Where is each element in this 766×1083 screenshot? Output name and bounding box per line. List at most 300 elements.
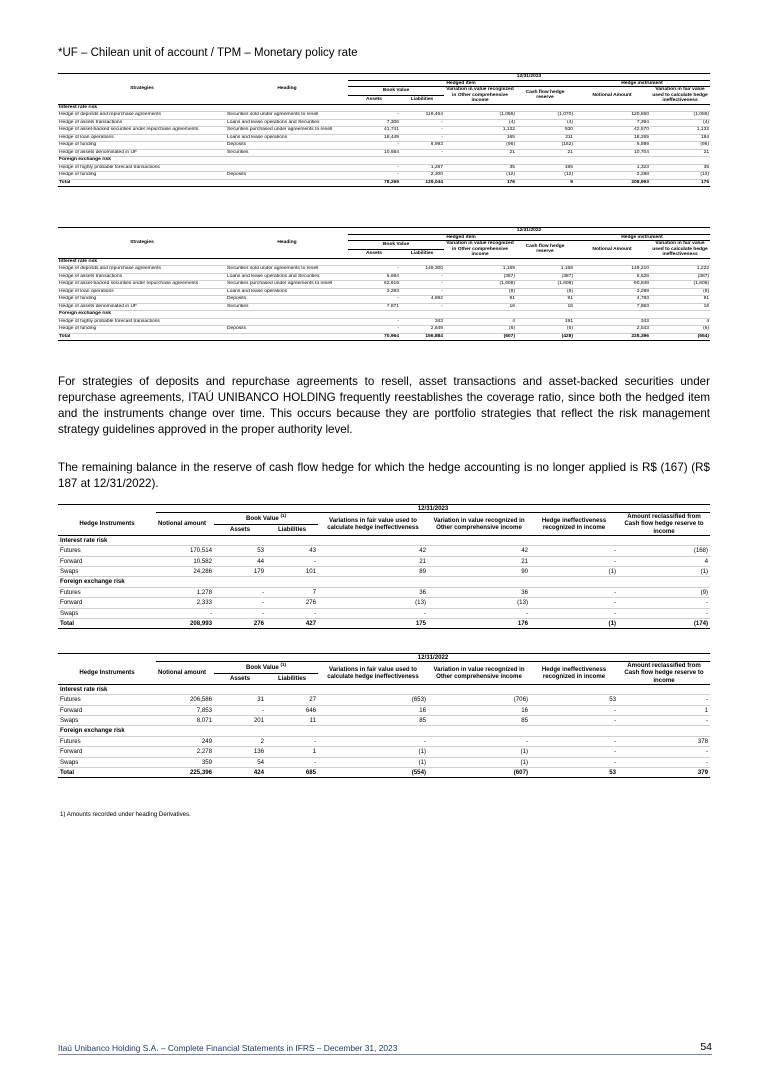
assets-cell: 424 [214, 768, 266, 778]
liabilities-cell: 149,300 [400, 266, 444, 274]
fv-cell: 16 [318, 705, 428, 715]
oci-cell: 85 [428, 716, 530, 726]
reserve-cell: 195 [516, 164, 574, 172]
liabilities-cell: 1 [266, 747, 318, 757]
reserve-cell: (387) [516, 273, 574, 281]
table-row [58, 567, 710, 577]
variation-cell: 35 [444, 164, 516, 172]
variation-cell: 4 [444, 318, 516, 326]
fv-cell: (8) [650, 288, 710, 296]
liabilities-cell: 427 [266, 619, 318, 629]
fv-cell: 1,222 [650, 266, 710, 274]
table-row [58, 757, 710, 767]
table-row [58, 172, 710, 180]
notional-cell: 1,278 [156, 587, 214, 597]
table-date: 12/31/2022 [156, 654, 710, 662]
col-variation-fv: Variation in fair value used to calculate hedge ineffectiveness [650, 241, 710, 259]
reserve-cell: 21 [516, 149, 574, 157]
table-row [58, 303, 710, 311]
oci-cell: 176 [428, 619, 530, 629]
col-liabilities: Liabilities [266, 524, 318, 535]
table-row [58, 716, 710, 726]
table-row [58, 164, 710, 172]
reclassified-cell: (168) [618, 546, 710, 556]
notional-cell: 10,582 [156, 556, 214, 566]
variation-cell: (1,608) [444, 281, 516, 289]
col-hedged-item: Hedged item [348, 80, 574, 87]
col-book-value: Book Value [348, 241, 444, 250]
variation-cell: (8) [444, 288, 516, 296]
instrument-cell: Forward [58, 598, 156, 608]
assets-cell: 18,449 [348, 134, 400, 142]
assets-cell: - [214, 598, 266, 608]
notional-cell: 60,848 [574, 281, 650, 289]
col-variations-fv: Variations in fair value used to calculate hedge ineffectiveness [318, 662, 428, 685]
group-title: Interest rate risk [58, 535, 710, 545]
fv-cell: (1,608) [650, 281, 710, 289]
reclassified-cell: 378 [618, 736, 710, 746]
reserve-cell: 191 [516, 318, 574, 326]
liabilities-cell: 156,884 [400, 333, 444, 341]
table-row [58, 747, 710, 757]
heading-cell: Loans and lease operations and Securities [226, 273, 348, 281]
reserve-cell: 9 [516, 179, 574, 187]
assets-cell: 70,964 [348, 333, 400, 341]
strategy-cell: Hedge of highly probable forecast transactions [58, 164, 226, 172]
instrument-cell: Futures [58, 587, 156, 597]
variation-cell: 16 [444, 303, 516, 311]
variation-cell: (387) [444, 273, 516, 281]
instrument-cell: Futures [58, 695, 156, 705]
notional-cell: 8,071 [156, 716, 214, 726]
col-assets: Assets [214, 524, 266, 535]
notional-cell: - [156, 608, 214, 618]
col-liabilities: Liabilities [266, 673, 318, 684]
notional-cell: 18,265 [574, 134, 650, 142]
assets-cell: 3,283 [348, 288, 400, 296]
oci-cell: - [428, 608, 530, 618]
ineffectiveness-cell: - [530, 546, 618, 556]
col-assets: Assets [348, 95, 400, 104]
col-book-value: Book Value [348, 87, 444, 96]
col-reclassified: Amount reclassified from Cash flow hedge reserve to income [618, 662, 710, 685]
notional-cell: 206,586 [156, 695, 214, 705]
notional-cell: 249 [156, 736, 214, 746]
fv-cell: (12) [650, 172, 710, 180]
col-notional-amount: Notional amount [156, 513, 214, 536]
reclassified-cell: - [618, 608, 710, 618]
liabilities-cell: - [266, 757, 318, 767]
oci-cell: (607) [428, 768, 530, 778]
notional-cell: 2,288 [574, 172, 650, 180]
notional-cell: 7,394 [574, 119, 650, 127]
reclassified-cell: - [618, 747, 710, 757]
assets-cell: 54 [214, 757, 266, 767]
heading-cell: Deposits [226, 296, 348, 304]
liabilities-cell: - [400, 134, 444, 142]
col-hedge-instruments: Hedge Instruments [58, 662, 156, 685]
footer-divider [58, 1054, 712, 1055]
oci-cell: 36 [428, 587, 530, 597]
reclassified-cell: (1) [618, 567, 710, 577]
strategy-cell: Hedge of deposits and repurchase agreements [58, 266, 226, 274]
fv-cell: (554) [318, 768, 428, 778]
ineffectiveness-cell: (1) [530, 619, 618, 629]
variation-cell: (607) [444, 333, 516, 341]
variation-cell: 1,132 [444, 127, 516, 135]
strategy-table-2022-body [58, 258, 710, 341]
col-notional-amount: Notional amount [156, 662, 214, 685]
assets-cell: - [348, 112, 400, 120]
liabilities-cell: - [400, 119, 444, 127]
fv-cell: (1) [318, 757, 428, 767]
strategy-cell: Hedge of funding [58, 142, 226, 150]
liabilities-cell: - [400, 149, 444, 157]
instrument-cell: Swaps [58, 757, 156, 767]
liabilities-cell: 7 [266, 587, 318, 597]
table-row [58, 134, 710, 142]
notional-cell: 7,863 [574, 303, 650, 311]
liabilities-cell: 129,044 [400, 179, 444, 187]
assets-cell: - [214, 587, 266, 597]
reclassified-cell: - [618, 598, 710, 608]
heading-cell [226, 318, 348, 326]
table-row [58, 608, 710, 618]
liabilities-cell: - [266, 608, 318, 618]
assets-cell: 7,871 [348, 303, 400, 311]
heading-cell: Securities [226, 149, 348, 157]
variation-cell: 1,169 [444, 266, 516, 274]
col-variation-oci: Variation in value recognized in Other comprehensive income [444, 241, 516, 259]
reclassified-cell: - [618, 695, 710, 705]
oci-cell: 21 [428, 556, 530, 566]
col-heading: Heading [226, 228, 348, 259]
strategy-cell: Hedge of assets transactions [58, 119, 226, 127]
fv-cell: - [318, 736, 428, 746]
heading-cell: Deposits [226, 172, 348, 180]
heading-cell: Securities [226, 303, 348, 311]
liabilities-cell: 27 [266, 695, 318, 705]
oci-cell: 16 [428, 705, 530, 715]
variation-cell: 91 [444, 296, 516, 304]
ineffectiveness-cell: - [530, 705, 618, 715]
fv-cell: (554) [650, 333, 710, 341]
fv-cell: 35 [650, 164, 710, 172]
heading-cell: Deposits [226, 142, 348, 150]
notional-cell: 149,210 [574, 266, 650, 274]
instrument-cell: Forward [58, 556, 156, 566]
strategy-cell: Hedge of assets denominated in UF [58, 149, 226, 157]
table-row [58, 288, 710, 296]
col-hedge-instrument: Hedge instrument [574, 80, 710, 87]
fv-cell: 85 [318, 716, 428, 726]
col-liabilities: Liabilities [400, 249, 444, 258]
group-title: Foreign exchange risk [58, 577, 710, 587]
strategy-cell: Hedge of funding [58, 326, 226, 334]
col-strategies: Strategies [58, 74, 226, 105]
table-date: 12/31/2023 [156, 505, 710, 513]
group-header-row [58, 726, 710, 736]
instrument-table-2022-body [58, 684, 710, 778]
assets-cell: 179 [214, 567, 266, 577]
table-row [58, 736, 710, 746]
fv-cell: 91 [650, 296, 710, 304]
total-label: Total [58, 619, 156, 629]
col-liabilities: Liabilities [400, 95, 444, 104]
strategy-cell: Hedge of loan operations [58, 288, 226, 296]
reserve-cell: (8) [516, 288, 574, 296]
instrument-table-2022 [58, 653, 710, 778]
notional-cell: 6,899 [574, 142, 650, 150]
assets-cell: 62,916 [348, 281, 400, 289]
heading-cell [226, 164, 348, 172]
fv-cell: (6) [650, 326, 710, 334]
col-hedge-instrument: Hedge instrument [574, 234, 710, 241]
variation-cell: 165 [444, 134, 516, 142]
instrument-cell: Futures [58, 546, 156, 556]
reclassified-cell: - [618, 716, 710, 726]
book-value-footnote-ref: (1) [280, 512, 287, 518]
group-title: Foreign exchange risk [58, 157, 710, 165]
liabilities-cell: 101 [266, 567, 318, 577]
heading-cell: Securities purchased under agreements to resell [226, 281, 348, 289]
liabilities-cell: - [400, 303, 444, 311]
table-row [58, 281, 710, 289]
heading-cell: Loans and lease operations and Securities [226, 119, 348, 127]
oci-cell: 90 [428, 567, 530, 577]
ineffectiveness-cell: - [530, 598, 618, 608]
col-variation-oci: Variation in value recognized in Other comprehensive income [428, 662, 530, 685]
liabilities-cell: - [400, 281, 444, 289]
group-title: Interest rate risk [58, 684, 710, 694]
instrument-table-2023-body [58, 535, 710, 629]
group-header-row [58, 311, 710, 319]
table-row [58, 598, 710, 608]
group-header-row [58, 684, 710, 694]
oci-cell: (13) [428, 598, 530, 608]
fv-cell: 175 [318, 619, 428, 629]
table-row [58, 296, 710, 304]
instrument-cell: Forward [58, 705, 156, 715]
col-variation-oci: Variation in value recognized in Other comprehensive income [428, 513, 530, 536]
reclassified-cell: (9) [618, 587, 710, 597]
assets-cell: - [348, 172, 400, 180]
col-strategies: Strategies [58, 228, 226, 259]
reserve-cell: 91 [516, 296, 574, 304]
table-row [58, 119, 710, 127]
fv-cell: 21 [318, 556, 428, 566]
variation-cell: (96) [444, 142, 516, 150]
fv-cell: 36 [318, 587, 428, 597]
strategy-cell: Hedge of assets denominated in UF [58, 303, 226, 311]
reserve-cell: 930 [516, 127, 574, 135]
col-hedge-instruments: Hedge Instruments [58, 513, 156, 536]
liabilities-cell: 6,993 [400, 142, 444, 150]
liabilities-cell: 1,287 [400, 164, 444, 172]
oci-cell: (706) [428, 695, 530, 705]
reserve-cell: 16 [516, 303, 574, 311]
reserve-cell: (428) [516, 333, 574, 341]
reclassified-cell: (174) [618, 619, 710, 629]
col-variation-fv: Variation in fair value used to calculate hedge ineffectiveness [650, 87, 710, 105]
col-book-value [214, 662, 318, 673]
table-row [58, 273, 710, 281]
variation-cell: 21 [444, 149, 516, 157]
liabilities-cell: 343 [400, 318, 444, 326]
reserve-cell: (6) [516, 326, 574, 334]
paragraph-coverage-ratio: For strategies of deposits and repurchase agreements to resell, asset transactions and asset-backed securities under repurchase agreements, ITAÚ UNIBANCO HOLDING frequently reestablishes the coverage ratio, since both the hedged item and the instruments change over time. This occurs because they are portfolio strategies that reflect the risk management strategy guidelines approved in the proper authority level. [58, 375, 710, 436]
reclassified-cell: 1 [618, 705, 710, 715]
total-label: Total [58, 768, 156, 778]
total-row [58, 768, 710, 778]
group-header-row [58, 535, 710, 545]
reserve-cell: (4) [516, 119, 574, 127]
table-row [58, 149, 710, 157]
fv-cell: (96) [650, 142, 710, 150]
variation-cell: (4) [444, 119, 516, 127]
assets-cell: - [348, 318, 400, 326]
liabilities-cell: - [400, 127, 444, 135]
strategy-table-2023 [58, 73, 710, 187]
fv-cell: (13) [318, 598, 428, 608]
total-row [58, 179, 710, 187]
total-heading-cell [226, 179, 348, 187]
notional-cell: 343 [574, 318, 650, 326]
strategy-cell: Hedge of highly probable forecast transactions [58, 318, 226, 326]
instrument-cell: Swaps [58, 716, 156, 726]
reserve-cell: (1,070) [516, 112, 574, 120]
strategy-cell: Hedge of asset-backed securities under repurchase agreements [58, 281, 226, 289]
footnote: 1) Amounts recorded under heading Derivatives. [60, 811, 191, 818]
heading-cell: Loans and lease operations [226, 288, 348, 296]
notional-cell: 10,704 [574, 149, 650, 157]
liabilities-cell: 2,300 [400, 172, 444, 180]
ineffectiveness-cell: - [530, 608, 618, 618]
fv-cell: (653) [318, 695, 428, 705]
footer-company-title: Itaú Unibanco Holding S.A. – Complete Financial Statements in IFRS – December 31, 2023 [58, 1043, 398, 1053]
table-row [58, 546, 710, 556]
instrument-table-2023 [58, 504, 710, 629]
table-row [58, 705, 710, 715]
assets-cell: 2 [214, 736, 266, 746]
fv-cell: 175 [650, 179, 710, 187]
notional-cell: 2,278 [156, 747, 214, 757]
table-date: 12/31/2023 [348, 74, 710, 81]
liabilities-cell: 11 [266, 716, 318, 726]
table-row [58, 266, 710, 274]
strategy-table-2023-body [58, 104, 710, 187]
col-assets: Assets [214, 673, 266, 684]
assets-cell: - [348, 164, 400, 172]
assets-cell: 78,269 [348, 179, 400, 187]
assets-cell: 44 [214, 556, 266, 566]
instrument-cell: Swaps [58, 567, 156, 577]
total-row [58, 333, 710, 341]
notional-cell: 1,323 [574, 164, 650, 172]
col-ineffectiveness: Hedge ineffectiveness recognized in income [530, 513, 618, 536]
fv-cell: 16 [650, 303, 710, 311]
reserve-cell: (1,608) [516, 281, 574, 289]
liabilities-cell: - [266, 556, 318, 566]
notional-cell: 7,853 [156, 705, 214, 715]
total-heading-cell [226, 333, 348, 341]
book-value-footnote-ref: (1) [280, 661, 287, 667]
liabilities-cell: 43 [266, 546, 318, 556]
assets-cell: - [214, 608, 266, 618]
strategy-cell: Hedge of loan operations [58, 134, 226, 142]
notional-cell: 24,286 [156, 567, 214, 577]
notional-cell: 208,993 [574, 179, 650, 187]
assets-cell: 201 [214, 716, 266, 726]
ineffectiveness-cell: (1) [530, 567, 618, 577]
assets-cell: 136 [214, 747, 266, 757]
ineffectiveness-cell: - [530, 757, 618, 767]
table-row [58, 326, 710, 334]
group-title: Foreign exchange risk [58, 311, 710, 319]
notional-cell: 4,783 [574, 296, 650, 304]
total-label: Total [58, 333, 226, 341]
assets-cell: 7,306 [348, 119, 400, 127]
strategy-cell: Hedge of asset-backed securities under repurchase agreements [58, 127, 226, 135]
assets-cell: 276 [214, 619, 266, 629]
reserve-cell: (162) [516, 142, 574, 150]
notional-cell: 225,396 [574, 333, 650, 341]
fv-cell: (4) [650, 119, 710, 127]
table-row [58, 112, 710, 120]
fv-cell: 89 [318, 567, 428, 577]
ineffectiveness-cell: - [530, 556, 618, 566]
assets-cell: - [348, 296, 400, 304]
strategy-table-2022 [58, 227, 710, 341]
group-title: Foreign exchange risk [58, 726, 710, 736]
col-reclassified: Amount reclassified from Cash flow hedge reserve to income [618, 513, 710, 536]
total-label: Total [58, 179, 226, 187]
ineffectiveness-cell: - [530, 716, 618, 726]
table-row [58, 695, 710, 705]
ineffectiveness-cell: - [530, 747, 618, 757]
fv-cell: 21 [650, 149, 710, 157]
oci-cell: (1) [428, 757, 530, 767]
col-cash-flow-reserve: Cash flow hedge reserve [516, 241, 574, 259]
assets-cell: - [348, 142, 400, 150]
heading-cell: Securities sold under agreements to resell [226, 112, 348, 120]
col-book-value [214, 513, 318, 524]
assets-cell: 6,694 [348, 273, 400, 281]
book-value-label: Book Value [245, 663, 279, 671]
col-ineffectiveness: Hedge ineffectiveness recognized in income [530, 662, 618, 685]
ineffectiveness-cell: 53 [530, 695, 618, 705]
variation-cell: (6) [444, 326, 516, 334]
page-number: 54 [700, 1041, 712, 1053]
group-title: Interest rate risk [58, 258, 710, 266]
liabilities-cell: 646 [266, 705, 318, 715]
fv-cell: 4 [650, 318, 710, 326]
oci-cell: - [428, 736, 530, 746]
col-notional: Notional Amount [574, 241, 650, 259]
table-date: 12/31/2022 [348, 228, 710, 235]
reserve-cell: 211 [516, 134, 574, 142]
col-variation-oci: Variation in value recognized in Other comprehensive income [444, 87, 516, 105]
table-row [58, 127, 710, 135]
uf-definition-heading: *UF – Chilean unit of account / TPM – Monetary policy rate [58, 47, 358, 59]
ineffectiveness-cell: - [530, 736, 618, 746]
assets-cell: 41,741 [348, 127, 400, 135]
variation-cell: (12) [444, 172, 516, 180]
notional-cell: 225,396 [156, 768, 214, 778]
liabilities-cell: 4,692 [400, 296, 444, 304]
fv-cell: 42 [318, 546, 428, 556]
strategy-cell: Hedge of assets transactions [58, 273, 226, 281]
